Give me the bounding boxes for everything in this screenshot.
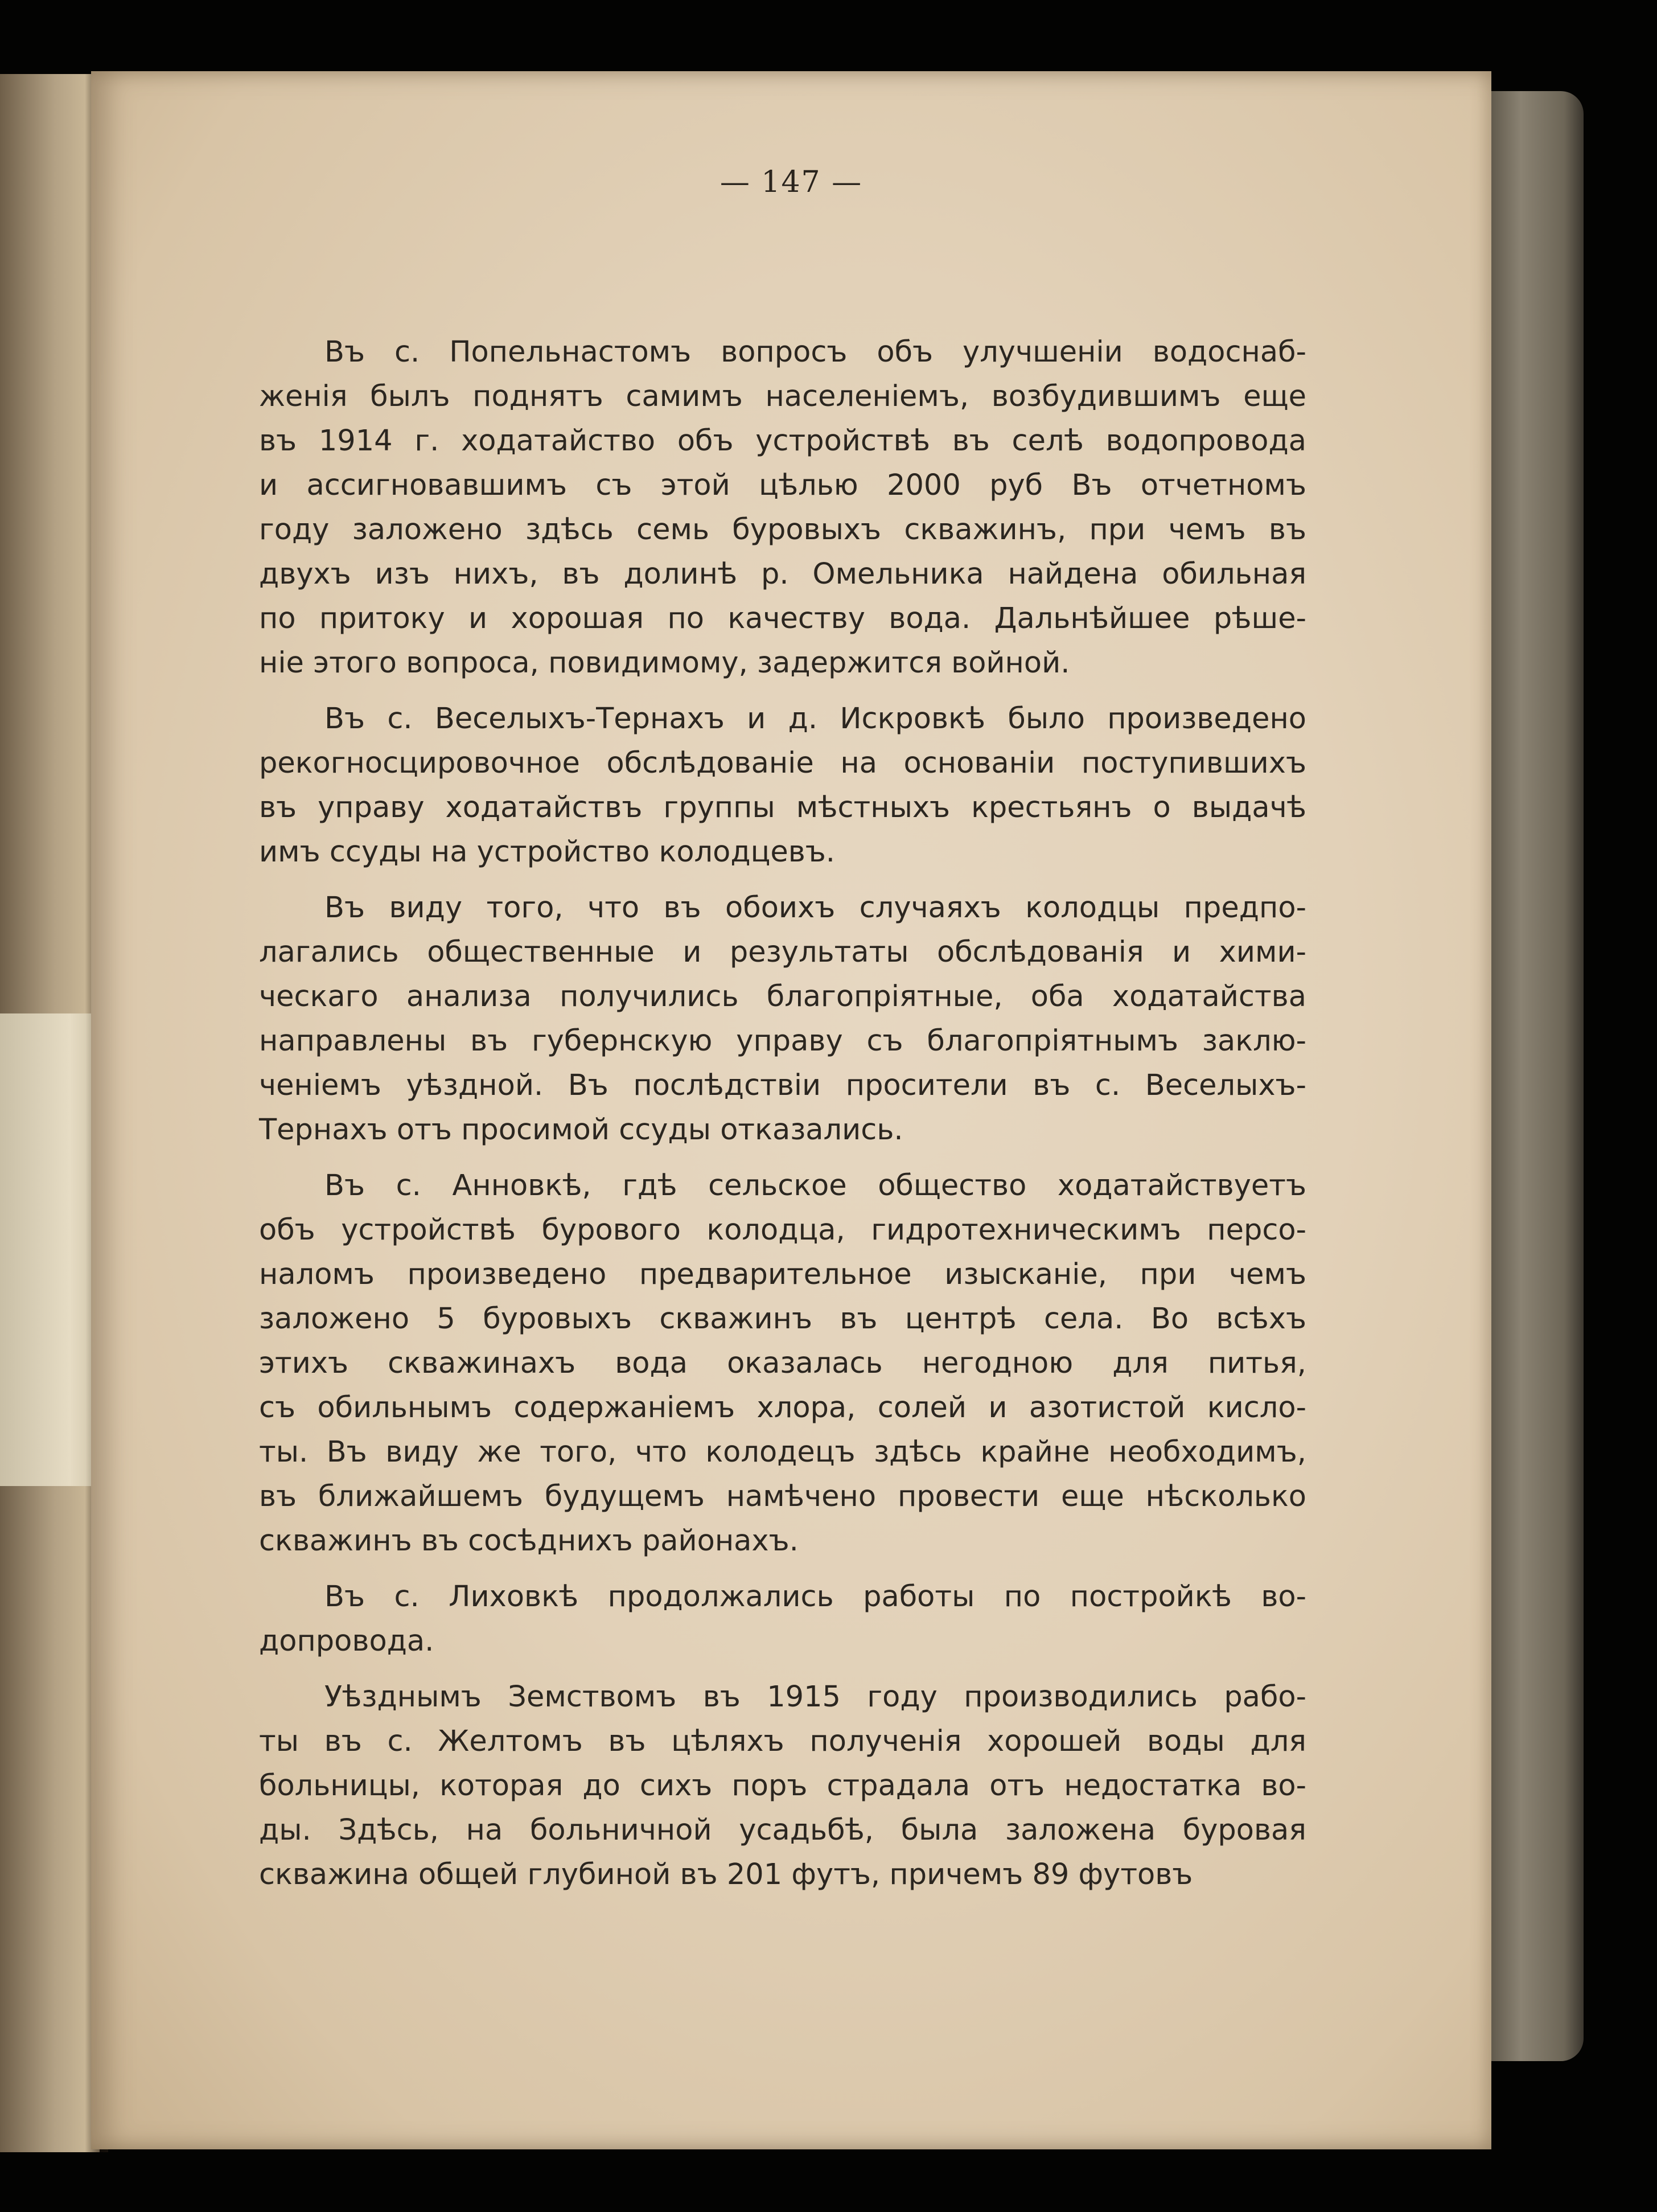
text-line: рекогносцировочное обслѣдованіе на основаніи поступившихъ [259,746,1306,780]
text-line: ты. Въ виду же того, что колодецъ здѣсь крайне необходимъ, [259,1435,1306,1469]
text-line: Въ виду того, что въ обоихъ случаяхъ колодцы предпо- [324,891,1306,925]
text-line: скважинъ въ сосѣднихъ районахъ. [259,1524,799,1558]
text-line: женія былъ поднятъ самимъ населеніемъ, возбудившимъ еще [259,380,1306,413]
text-line: допровода. [259,1624,434,1658]
text-line: этихъ скважинахъ вода оказалась негодною для питья, [259,1347,1306,1380]
text-line: Въ с. Попельнастомъ вопросъ объ улучшеніи водоснаб- [324,335,1306,369]
text-line: заложено 5 буровыхъ скважинъ въ центрѣ села. Во всѣхъ [259,1302,1306,1336]
page-number: — 147 — [719,165,863,199]
book-cover-edge [1487,91,1584,2061]
paragraph [259,1675,1306,1897]
page-text [259,330,1306,1897]
text-line: объ устройствѣ бурового колодца, гидротехническимъ персо- [259,1213,1306,1247]
text-line: Въ с. Веселыхъ-Тернахъ и д. Искровкѣ было произведено [324,702,1306,736]
paragraph-gap [259,1152,1306,1164]
previous-page-tab [0,1013,100,1486]
paragraph-gap [259,875,1306,886]
paragraph [259,1575,1306,1664]
text-line: въ управу ходатайствъ группы мѣстныхъ крестьянъ о выдачѣ [259,791,1306,824]
text-line: въ ближайшемъ будущемъ намѣчено провести еще нѣсколько [259,1480,1306,1513]
text-line: двухъ изъ нихъ, въ долинѣ р. Омельника найдена обильная [259,557,1306,591]
text-line: ніе этого вопроса, повидимому, задержится войной. [259,646,1070,680]
text-line: съ обильнымъ содержаніемъ хлора, солей и азотистой кисло- [259,1391,1306,1425]
text-line: скважина общей глубиной въ 201 футъ, причемъ 89 футовъ [259,1858,1193,1891]
paragraph [259,1164,1306,1563]
text-line: ченіемъ уѣздной. Въ послѣдствіи просители въ с. Веселыхъ- [259,1069,1306,1102]
text-line: году заложено здѣсь семь буровыхъ скважинъ, при чемъ въ [259,513,1306,547]
text-line: Тернахъ отъ просимой ссуды отказались. [259,1113,903,1147]
text-line: въ 1914 г. ходатайство объ устройствѣ въ селѣ водопровода [259,424,1306,458]
text-line: ты въ с. Желтомъ въ цѣляхъ полученія хорошей воды для [259,1725,1306,1758]
paragraph [259,886,1306,1152]
text-line: Въ с. Лиховкѣ продолжались работы по постройкѣ во- [324,1580,1306,1614]
text-line: Уѣзднымъ Земствомъ въ 1915 году производились рабо- [324,1680,1306,1714]
paragraph-gap [259,1664,1306,1675]
text-line: ческаго анализа получились благопріятные, оба ходатайства [259,980,1306,1013]
text-line: больницы, которая до сихъ поръ страдала отъ недостатка во- [259,1769,1306,1803]
paragraph [259,330,1306,686]
text-line: ды. Здѣсь, на больничной усадьбѣ, была заложена буровая [259,1813,1306,1847]
text-line: Въ с. Анновкѣ, гдѣ сельское общество ходатайствуетъ [324,1169,1306,1203]
paragraph-gap [259,686,1306,697]
text-line: лагались общественные и результаты обслѣдованія и хими- [259,935,1306,969]
text-line: по притоку и хорошая по качеству вода. Дальнѣйшее рѣше- [259,602,1306,635]
paragraph [259,697,1306,875]
text-line: и ассигновавшимъ съ этой цѣлью 2000 руб Въ отчетномъ [259,469,1306,502]
text-line: направлены въ губернскую управу съ благопріятнымъ заклю- [259,1024,1306,1058]
text-line: наломъ произведено предварительное изысканіе, при чемъ [259,1258,1306,1291]
text-line: имъ ссуды на устройство колодцевъ. [259,835,836,869]
paragraph-gap [259,1563,1306,1575]
